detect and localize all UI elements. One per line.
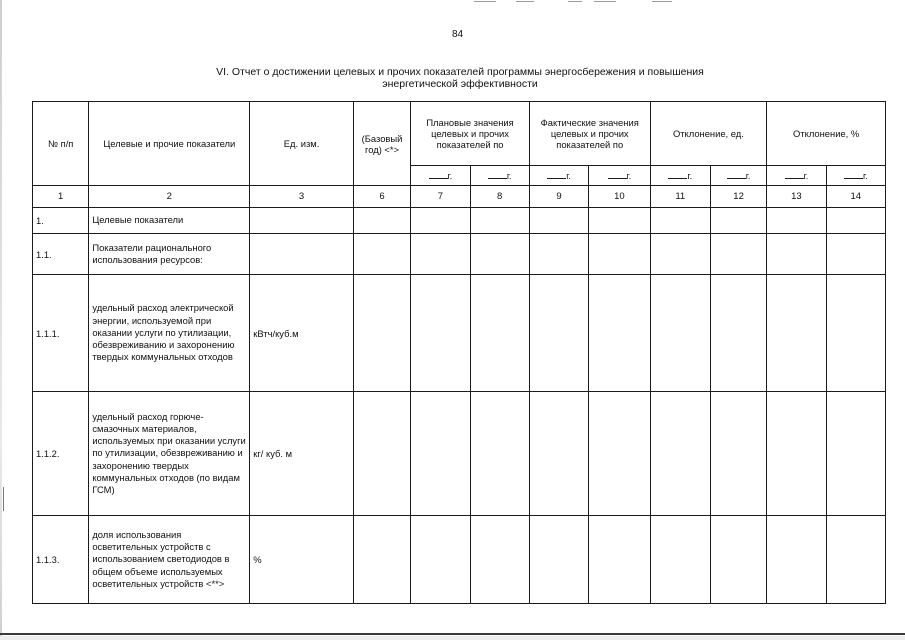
row-code: 1.1.3. bbox=[33, 516, 89, 604]
data-cell bbox=[470, 392, 529, 516]
data-cell bbox=[826, 516, 885, 604]
page-number: 84 bbox=[451, 29, 464, 40]
header-row bbox=[33, 102, 886, 166]
data-cell bbox=[767, 275, 826, 392]
column-number: 8 bbox=[470, 186, 529, 208]
section-title: VI. Отчет о достижении целевых и прочих показателей программы энергосбережения и повышения энергетической эффективности bbox=[216, 66, 704, 90]
column-number: 13 bbox=[767, 186, 826, 208]
table-row bbox=[33, 392, 886, 516]
row-unit: кг/ куб. м bbox=[250, 392, 354, 516]
col-header-planned: Плановые значения целевых и прочих показателей по bbox=[411, 102, 530, 166]
data-cell bbox=[710, 234, 766, 275]
data-cell bbox=[589, 516, 650, 604]
data-cell bbox=[353, 275, 410, 392]
scan-left-edge bbox=[0, 0, 2, 640]
page-bottom-shadow bbox=[0, 636, 905, 640]
data-cell bbox=[826, 275, 885, 392]
data-cell bbox=[470, 516, 529, 604]
row-indicator: удельный расход электрической энергии, используемой при оказании услуги по утилизации, обезвреживанию и захоронению твердых коммунальных отходов bbox=[89, 275, 250, 392]
row-unit: кВтч/куб.м bbox=[250, 275, 354, 392]
data-cell bbox=[353, 392, 410, 516]
data-cell bbox=[470, 275, 529, 392]
column-number: 10 bbox=[589, 186, 650, 208]
year-cell-dev-pct-1: г. bbox=[767, 166, 826, 186]
year-cell-planned-1: г. bbox=[411, 166, 470, 186]
data-cell bbox=[411, 392, 470, 516]
col-header-num: № п/п bbox=[33, 102, 89, 186]
data-cell bbox=[353, 208, 410, 234]
year-cell-dev-abs-1: г. bbox=[650, 166, 710, 186]
row-code: 1.1.1. bbox=[33, 275, 89, 392]
page-bottom-rule bbox=[0, 633, 905, 635]
row-indicator: Показатели рационального использования ресурсов: bbox=[89, 234, 250, 275]
column-number: 1 bbox=[33, 186, 89, 208]
data-cell bbox=[767, 234, 826, 275]
data-cell bbox=[411, 516, 470, 604]
data-cell bbox=[529, 234, 588, 275]
data-cell bbox=[826, 208, 885, 234]
col-header-base-year: (Базовый год) <*> bbox=[353, 102, 410, 186]
data-cell bbox=[710, 392, 766, 516]
data-cell bbox=[589, 392, 650, 516]
data-cell bbox=[529, 275, 588, 392]
year-cell-actual-2: г. bbox=[589, 166, 650, 186]
data-cell bbox=[529, 516, 588, 604]
data-cell bbox=[411, 234, 470, 275]
column-number: 2 bbox=[89, 186, 250, 208]
col-header-actual: Фактические значения целевых и прочих показателей по bbox=[529, 102, 650, 166]
column-number: 9 bbox=[529, 186, 588, 208]
data-cell bbox=[650, 392, 710, 516]
column-number-row bbox=[33, 186, 886, 208]
data-cell bbox=[650, 208, 710, 234]
scan-top-marks bbox=[470, 0, 690, 3]
data-cell bbox=[826, 234, 885, 275]
report-table bbox=[32, 101, 886, 604]
data-cell bbox=[470, 234, 529, 275]
row-indicator: Целевые показатели bbox=[89, 208, 250, 234]
data-cell bbox=[589, 234, 650, 275]
data-cell bbox=[470, 208, 529, 234]
year-cell-dev-abs-2: г. bbox=[710, 166, 766, 186]
year-cell-actual-1: г. bbox=[529, 166, 588, 186]
data-cell bbox=[529, 392, 588, 516]
data-cell bbox=[650, 516, 710, 604]
row-code: 1.1. bbox=[33, 234, 89, 275]
column-number: 11 bbox=[650, 186, 710, 208]
data-cell bbox=[353, 234, 410, 275]
data-cell bbox=[710, 275, 766, 392]
column-number: 6 bbox=[353, 186, 410, 208]
data-cell bbox=[529, 208, 588, 234]
table-row bbox=[33, 208, 886, 234]
col-header-deviation-abs: Отклонение, ед. bbox=[650, 102, 767, 166]
data-cell bbox=[650, 234, 710, 275]
table-row bbox=[33, 275, 886, 392]
row-indicator: удельный расход горюче-смазочных материалов, используемых при оказании услуги по утилизации, обезвреживанию и захоронению твердых коммунальных отходов (по видам ГСМ) bbox=[89, 392, 250, 516]
row-code: 1. bbox=[33, 208, 89, 234]
row-unit bbox=[250, 208, 354, 234]
data-cell bbox=[767, 516, 826, 604]
data-cell bbox=[589, 275, 650, 392]
data-cell bbox=[650, 275, 710, 392]
data-cell bbox=[411, 208, 470, 234]
row-indicator: доля использования осветительных устройств с использованием светодиодов в общем объеме используемых осветительных устройств <**> bbox=[89, 516, 250, 604]
scan-left-mark bbox=[3, 487, 4, 511]
data-cell bbox=[710, 516, 766, 604]
row-unit bbox=[250, 234, 354, 275]
data-cell bbox=[826, 392, 885, 516]
year-cell-dev-pct-2: г. bbox=[826, 166, 885, 186]
data-cell bbox=[589, 208, 650, 234]
table-row bbox=[33, 516, 886, 604]
row-code: 1.1.2. bbox=[33, 392, 89, 516]
year-cell-planned-2: г. bbox=[470, 166, 529, 186]
col-header-unit: Ед. изм. bbox=[250, 102, 354, 186]
col-header-deviation-pct: Отклонение, % bbox=[767, 102, 886, 166]
column-number: 12 bbox=[710, 186, 766, 208]
column-number: 3 bbox=[250, 186, 354, 208]
data-cell bbox=[710, 208, 766, 234]
column-number: 7 bbox=[411, 186, 470, 208]
row-unit: % bbox=[250, 516, 354, 604]
data-cell bbox=[411, 275, 470, 392]
table-row bbox=[33, 234, 886, 275]
data-cell bbox=[767, 392, 826, 516]
col-header-indicators: Целевые и прочие показатели bbox=[89, 102, 250, 186]
column-number: 14 bbox=[826, 186, 885, 208]
data-cell bbox=[353, 516, 410, 604]
data-cell bbox=[767, 208, 826, 234]
